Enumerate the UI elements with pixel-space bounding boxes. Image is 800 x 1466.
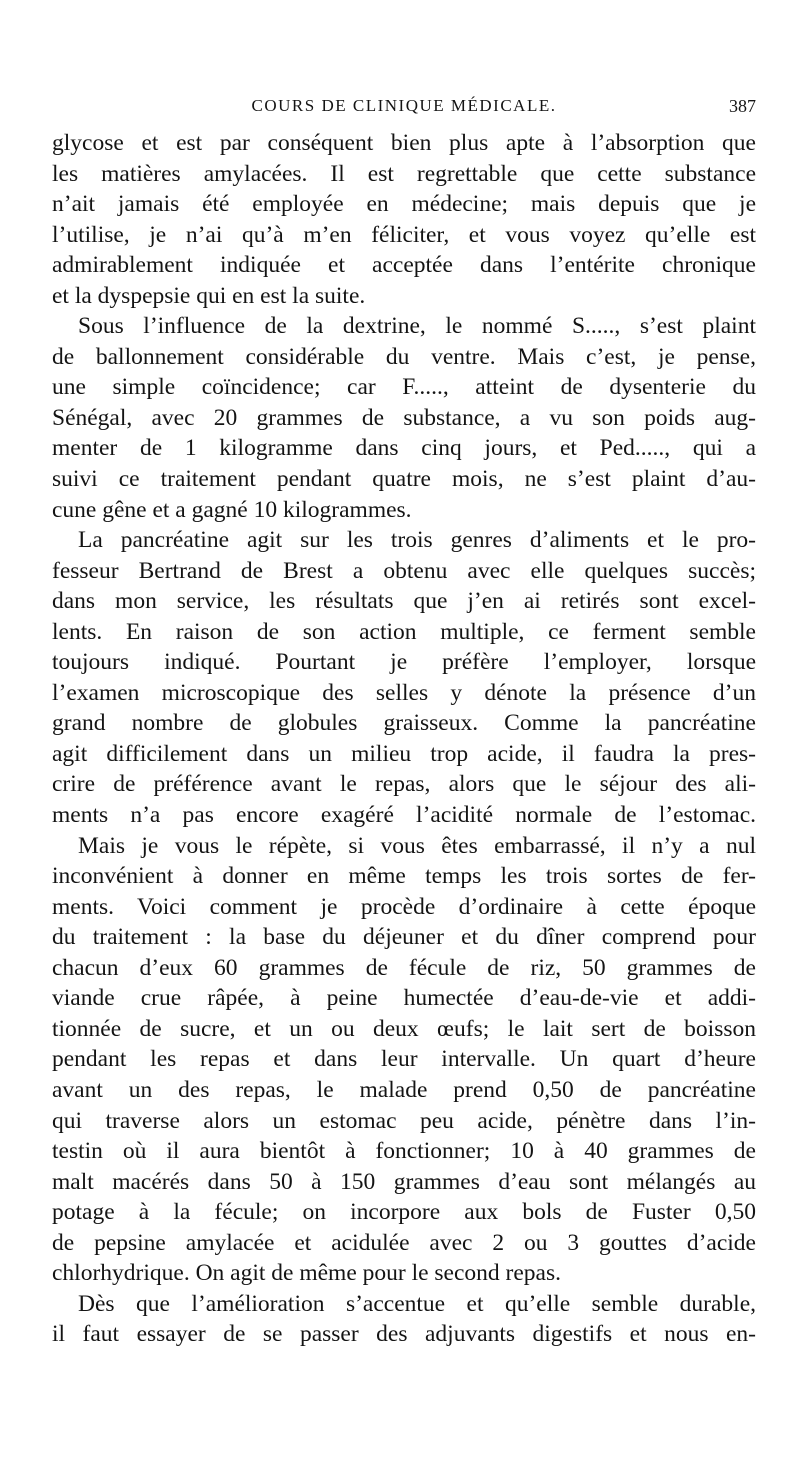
text-line: chacun d’eux 60 grammes de fécule de riz, 50 grammes de <box>52 954 756 981</box>
text-line: il faut essayer de se passer des adjuvants digestifs et nous en- <box>52 1321 756 1348</box>
page-number: 387 <box>729 96 756 116</box>
text-line: qui traverse alors un estomac peu acide, pénètre dans l’in- <box>52 1107 756 1134</box>
text-line: dans mon service, les résultats que j’en ai retirés sont excel- <box>52 588 756 615</box>
text-line: Sous l’influence de la dextrine, le nommé S....., s’est plaint <box>78 313 756 340</box>
text-line: malt macérés dans 50 à 150 grammes d’eau sont mélangés au <box>52 1168 756 1195</box>
text-line: Mais je vous le répète, si vous êtes embarrassé, il n’y a nul <box>78 832 756 859</box>
text-line: avant un des repas, le malade prend 0,50 de pancréatine <box>52 1076 756 1103</box>
text-line: pendant les repas et dans leur intervalle. Un quart d’heure <box>52 1046 756 1073</box>
page-header <box>52 92 756 122</box>
text-line: ments. Voici comment je procède d’ordinaire à cette époque <box>52 893 756 920</box>
text-line: toujours indiqué. Pourtant je préfère l’employer, lorsque <box>52 649 756 676</box>
text-line: et la dyspepsie qui en est la suite. <box>52 282 366 309</box>
text-line: tionnée de sucre, et un ou deux œufs; le lait sert de boisson <box>52 1015 756 1042</box>
text-line: les matières amylacées. Il est regrettable que cette substance <box>52 160 756 187</box>
text-line: potage à la fécule; on incorpore aux bols de Fuster 0,50 <box>52 1199 756 1226</box>
text-line: de ballonnement considérable du ventre. Mais c’est, je pense, <box>52 343 756 370</box>
text-line: de pepsine amylacée et acidulée avec 2 ou 3 gouttes d’acide <box>52 1229 756 1256</box>
body-text <box>52 128 756 1350</box>
text-line: fesseur Bertrand de Brest a obtenu avec elle quelques succès; <box>52 557 756 584</box>
text-line: l’examen microscopique des selles y dénote la présence d’un <box>52 679 756 706</box>
text-line: Sénégal, avec 20 grammes de substance, a vu son poids aug- <box>52 404 756 431</box>
text-line: ments n’a pas encore exagéré l’acidité normale de l’estomac. <box>52 802 756 829</box>
text-line: crire de préférence avant le repas, alors que le séjour des ali- <box>52 771 756 798</box>
text-line: cune gêne et a gagné 10 kilogrammes. <box>52 496 412 523</box>
running-title: COURS DE CLINIQUE MÉDICALE. <box>251 96 557 115</box>
text-line: Dès que l’amélioration s’accentue et qu’elle semble durable, <box>78 1290 756 1317</box>
text-line: admirablement indiquée et acceptée dans l’entérite chronique <box>52 252 756 279</box>
text-line: inconvénient à donner en même temps les trois sortes de fer- <box>52 863 756 890</box>
text-line: viande crue râpée, à peine humectée d’eau-de-vie et addi- <box>52 985 756 1012</box>
text-line: suivi ce traitement pendant quatre mois, ne s’est plaint d’au- <box>52 466 756 493</box>
text-line: grand nombre de globules graisseux. Comme la pancréatine <box>52 710 756 737</box>
text-line: testin où il aura bientôt à fonctionner; 10 à 40 grammes de <box>52 1138 756 1165</box>
text-line: n’ait jamais été employée en médecine; mais depuis que je <box>52 191 756 218</box>
text-line: glycose et est par conséquent bien plus apte à l’absorption que <box>52 130 756 156</box>
text-line: agit difficilement dans un milieu trop acide, il faudra la pres- <box>52 740 756 767</box>
text-line: lents. En raison de son action multiple, ce ferment semble <box>52 618 756 645</box>
text-line: La pancréatine agit sur les trois genres d’aliments et le pro- <box>78 527 756 554</box>
text-line: une simple coïncidence; car F....., atteint de dysenterie du <box>52 374 756 401</box>
text-line: l’utilise, je n’ai qu’à m’en féliciter, et vous voyez qu’elle est <box>52 221 756 248</box>
text-line: du traitement : la base du déjeuner et du dîner comprend pour <box>52 924 756 951</box>
text-line: menter de 1 kilogramme dans cinq jours, et Ped....., qui a <box>52 435 756 462</box>
text-line: chlorhydrique. On agit de même pour le second repas. <box>52 1260 562 1287</box>
